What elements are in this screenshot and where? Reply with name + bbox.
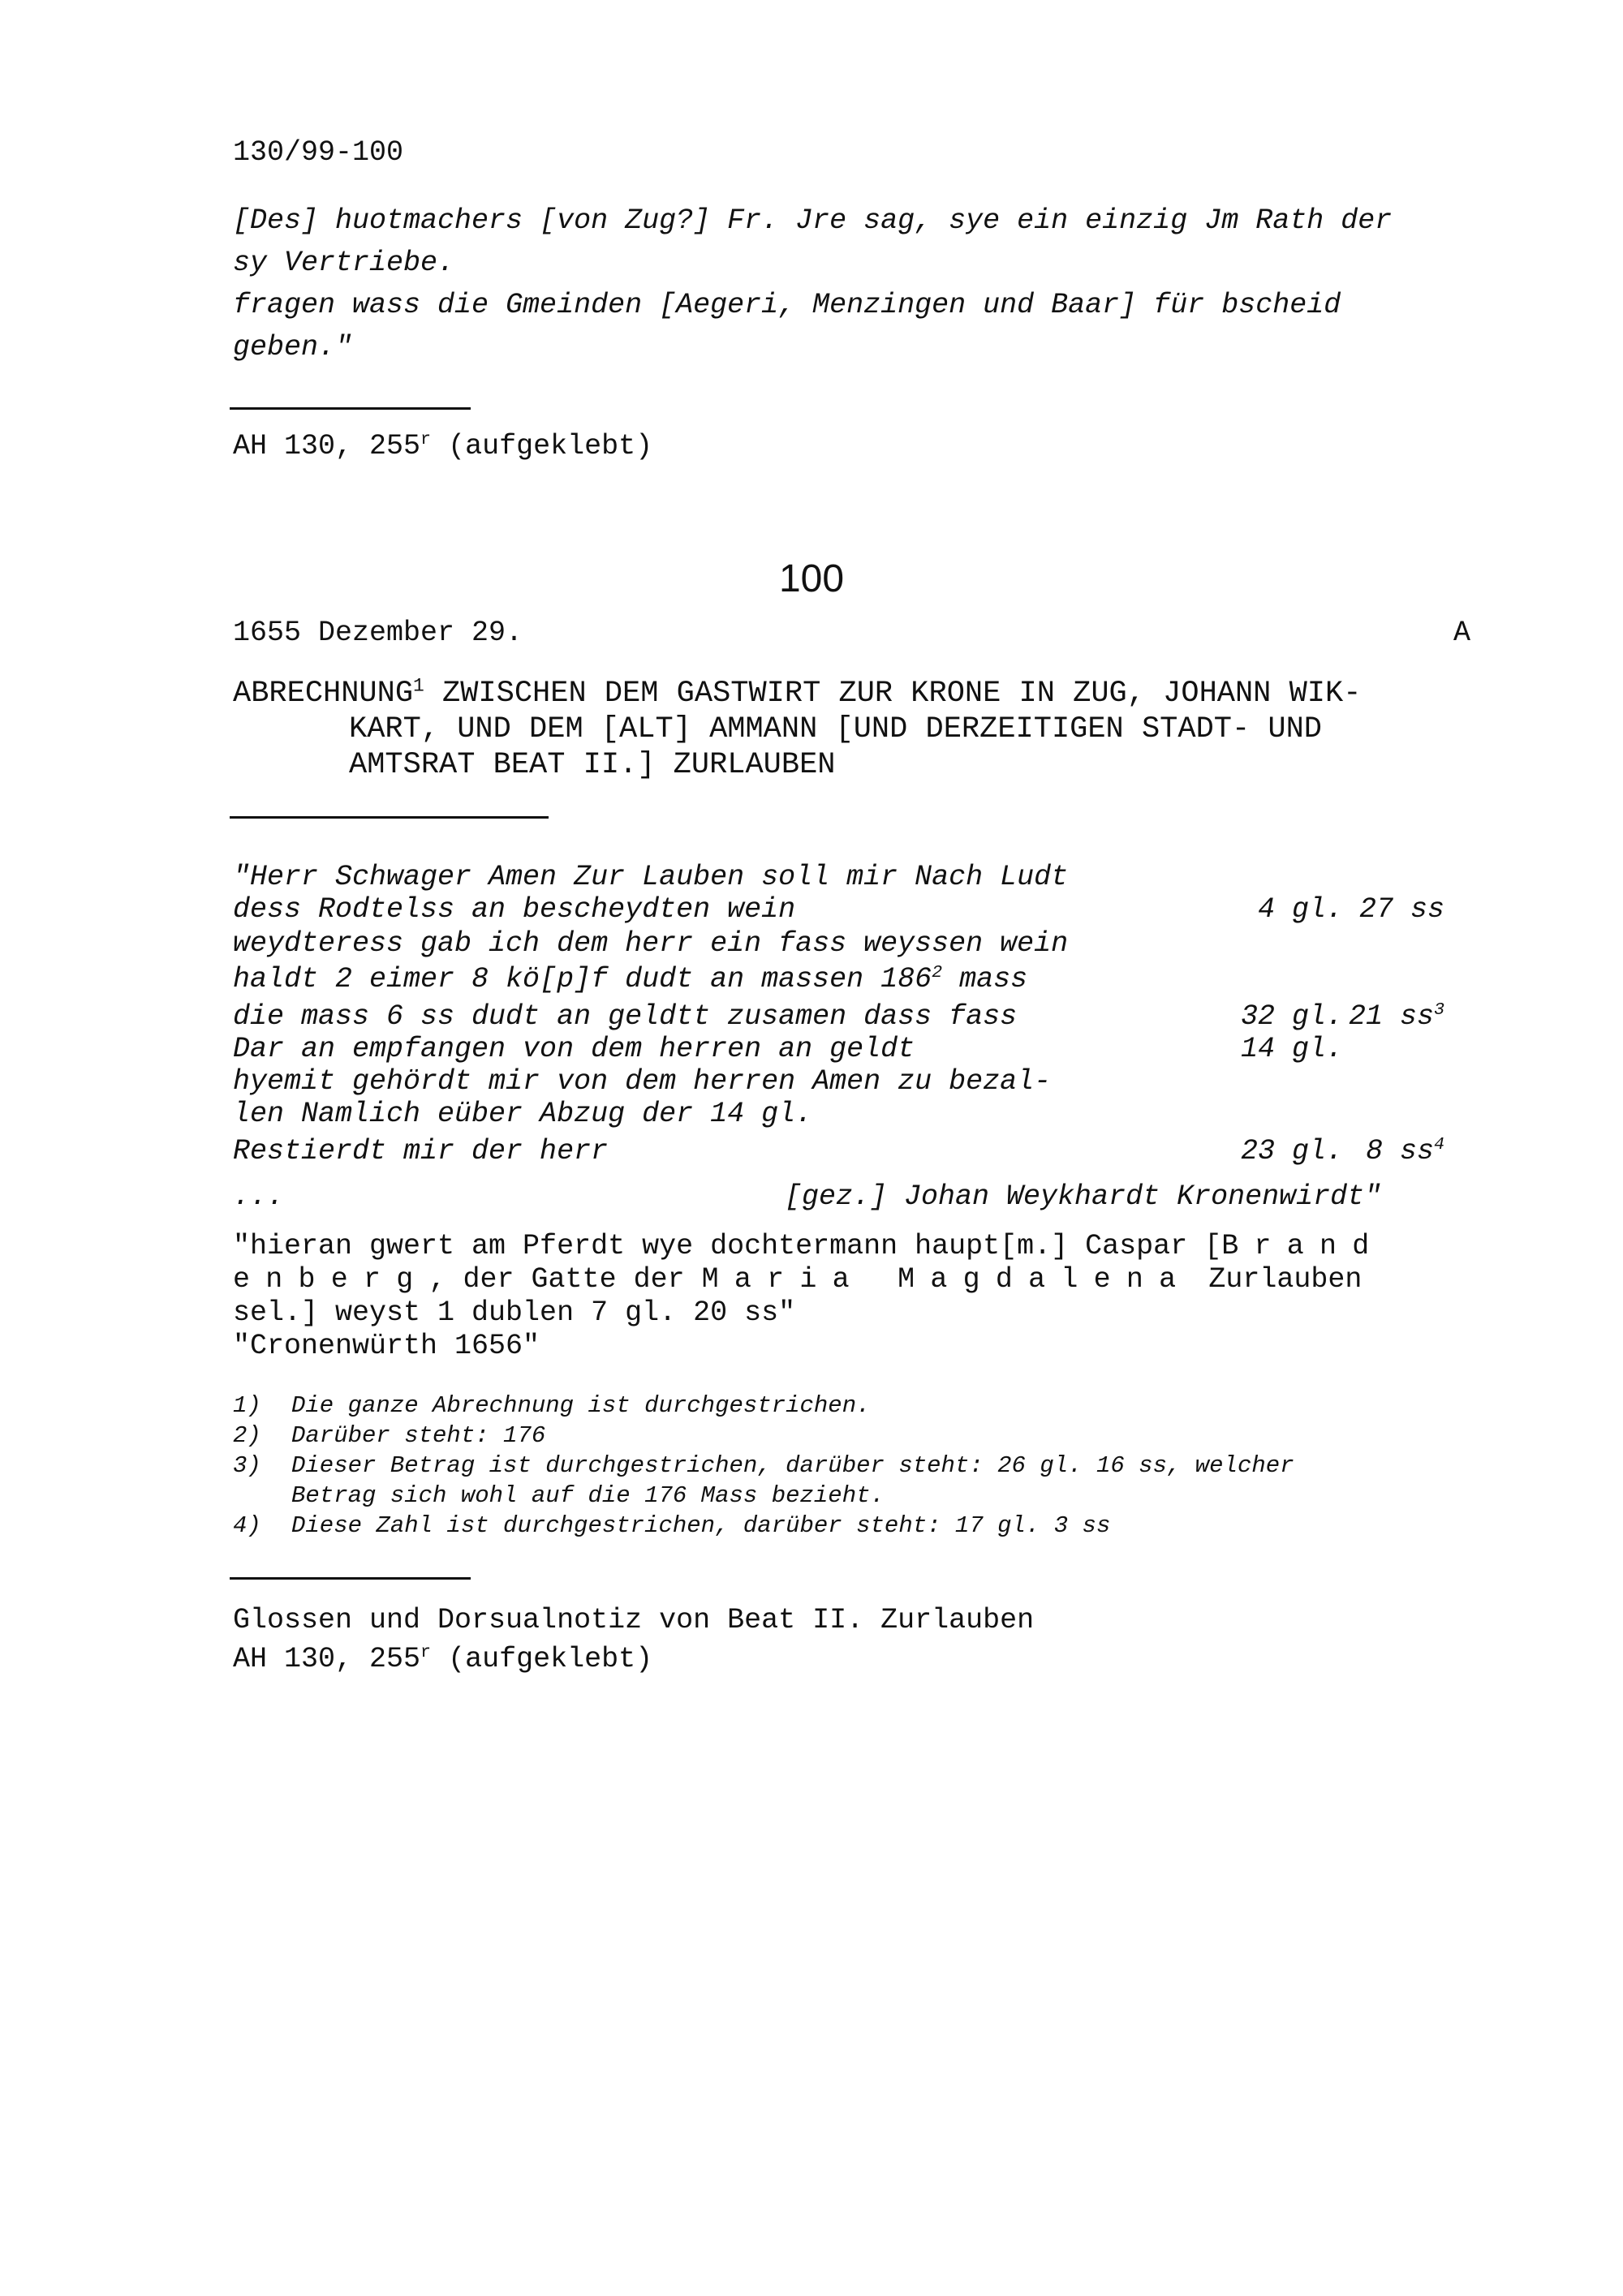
footnote-ref: 1: [413, 675, 424, 697]
divider: [230, 1577, 471, 1580]
document-date: 1655 Dezember 29.: [233, 617, 523, 649]
footnote: 2) Darüber steht: 176: [233, 1422, 546, 1449]
footnote: Betrag sich wohl auf die 176 Mass bezieht.: [291, 1482, 885, 1509]
account-row: weydteress gab ich dem herr ein fass weyssen wein: [233, 927, 1069, 960]
document-title: ABRECHNUNG$^1$ ZWISCHEN DEM GASTWIRT ZUR KRONE IN ZUG, JOHANN WIK- KART, UND DEM [ALT] AMMANN [UND DERZEITIGEN STADT- UND AMTSRAT BEAT II.] ZURLAUBEN: [233, 675, 1362, 782]
footnote: 4) Diese Zahl ist durchgestrichen, darüber steht: 17 gl. 3 ss: [233, 1512, 1111, 1539]
account-row: len Namlich eüber Abzug der 14 gl.: [233, 1098, 813, 1130]
document-version: A: [1453, 617, 1470, 649]
signature: [gez.] Johan Weykhardt Kronenwirdt": [785, 1180, 1382, 1213]
excerpt-line: sy Vertriebe.: [233, 247, 455, 279]
excerpt-source: AH 130, 255$^r$ (aufgeklebt): [233, 429, 653, 462]
account-row: Restierdt mir der herr 23 gl. 8 $ss^4$: [233, 1134, 1444, 1167]
previous-document-excerpt: [233, 200, 1483, 368]
document-date-row: [233, 617, 1470, 649]
divider: [230, 816, 549, 819]
account-row: hyemit gehördt mir von dem herren Amen zu bezal-: [233, 1065, 1052, 1098]
document-source: Glossen und Dorsualnotiz von Beat II. Zurlauben AH 130, 255$^r$ (aufgeklebt): [233, 1604, 1035, 1675]
footnote-ref: 2: [932, 962, 943, 983]
account-row: die mass 6 ss dudt an geldtt zusamen dass fass 32 gl. 21 $ss^3$: [233, 1000, 1444, 1033]
excerpt-line: [Des] huotmachers [von Zug?] Fr. Jre sag, sye ein einzig Jm Rath der: [233, 204, 1393, 237]
footnote-ref: 3: [1433, 1000, 1444, 1021]
gloss-text: "hieran gwert am Pferdt wye dochtermann haupt[m.] Caspar [Brand enberg, der Gatte der Maria Magdalena Zurlauben sel.] weyst 1 dublen 7 gl. 20 ss" "Cronenwürth 1656": [233, 1230, 1385, 1362]
footnote-ref: 4: [1433, 1134, 1444, 1155]
excerpt-line: fragen wass die Gmeinden [Aegeri, Menzingen und Baar] für bscheid: [233, 289, 1341, 321]
footnote: 1) Die ganze Abrechnung ist durchgestrichen.: [233, 1392, 871, 1419]
account-row: dess Rodtelss an bescheydten wein 4 gl. 27 ss: [233, 893, 1444, 926]
divider: [230, 407, 471, 410]
page-header: 130/99-100: [233, 136, 404, 169]
account-row: haldt 2 eimer 8 kö[p]f dudt an massen $186^2$ mass: [233, 962, 1028, 995]
account-table: [233, 861, 1483, 1167]
account-row: "Herr Schwager Amen Zur Lauben soll mir Nach Ludt: [233, 861, 1069, 893]
excerpt-line: geben.": [233, 331, 353, 363]
footnotes: [233, 1392, 1499, 1542]
footnote: 3) Dieser Betrag ist durchgestrichen, darüber steht: 26 gl. 16 ss, welcher: [233, 1452, 1294, 1479]
account-row: Dar an empfangen von dem herren an geldt 14 gl.: [233, 1033, 1343, 1065]
document-number: 100: [778, 557, 845, 600]
